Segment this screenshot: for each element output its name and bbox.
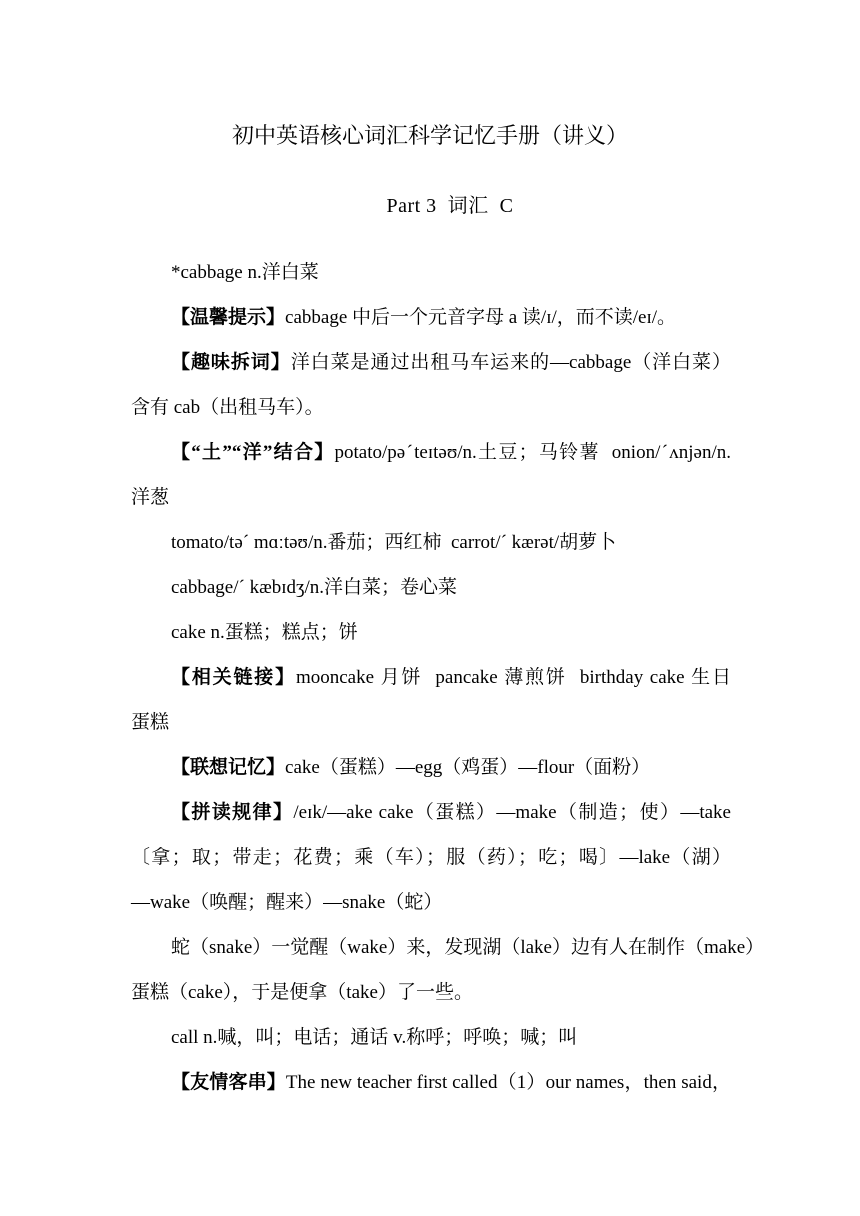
related-text: mooncake 月饼 pancake 薄煎饼 birthday cake 生日 — [295, 667, 731, 688]
entry-cabbage: *cabbage n.洋白菜 — [171, 262, 319, 283]
association-tag: 【联想记忆】 — [171, 757, 286, 778]
phonics-cont-1: 〔拿；取；带走；花费；乘（车）；服（药）；吃；喝〕—lake（湖） — [131, 847, 731, 868]
association-line — [171, 753, 731, 783]
word-split-text: 洋白菜是通过出租马车运来的—cabbage（洋白菜） — [290, 352, 731, 373]
related-line — [171, 663, 731, 693]
story-line: 蛇（snake）一觉醒（wake）来，发现湖（lake）边有人在制作（make） — [171, 937, 765, 958]
tip-tag: 【温馨提示】 — [171, 307, 286, 328]
vocab-cabbage: cabbage/ˊ kæbɪdʒ/n.洋白菜；卷心菜 — [171, 577, 458, 598]
phonics-line — [171, 798, 731, 828]
entry-call: call n.喊，叫；电话；通话 v.称呼；呼唤；喊；叫 — [171, 1027, 578, 1048]
section-heading: Part 3 词汇 C — [386, 195, 514, 217]
word-split-cont: 含有 cab（出租马车）。 — [131, 397, 324, 418]
guest-tag: 【友情客串】 — [171, 1072, 286, 1093]
association-text: cake（蛋糕）—egg（鸡蛋）—flour（面粉） — [285, 757, 651, 778]
combo-line — [171, 438, 731, 468]
phonics-cont-2: —wake（唤醒；醒来）—snake（蛇） — [131, 892, 443, 913]
combo-cont: 洋葱 — [131, 487, 170, 508]
tip-line — [171, 303, 731, 333]
entry-cake: cake n.蛋糕；糕点；饼 — [171, 622, 358, 643]
vocab-tomato-carrot: tomato/təˊ mɑːtəʊ/n.番茄；西红柿 carrot/ˊ kærət/胡萝卜 — [171, 532, 617, 553]
combo-tag: 【“土”“洋”结合】 — [171, 442, 335, 463]
word-split-line — [171, 348, 731, 378]
related-tag: 【相关链接】 — [171, 667, 296, 688]
guest-line — [171, 1068, 731, 1098]
phonics-text: /eɪk/—ake cake（蛋糕）—make（制造；使）—take — [293, 802, 731, 823]
phonics-tag: 【拼读规律】 — [171, 802, 294, 823]
story-cont: 蛋糕（cake），于是便拿（take）了一些。 — [131, 982, 473, 1003]
guest-text: The new teacher first called（1）our names，then said， — [285, 1072, 731, 1093]
combo-text: potato/pəˊteɪtəʊ/n.土豆；马铃薯 onion/ˊʌnjən/n. — [334, 442, 731, 463]
word-split-tag: 【趣味拆词】 — [171, 352, 291, 373]
document-title: 初中英语核心词汇科学记忆手册（讲义） — [231, 124, 628, 149]
tip-text: cabbage 中后一个元音字母 a 读/ɪ/，而不读/eɪ/。 — [285, 307, 677, 328]
related-cont: 蛋糕 — [131, 712, 170, 733]
